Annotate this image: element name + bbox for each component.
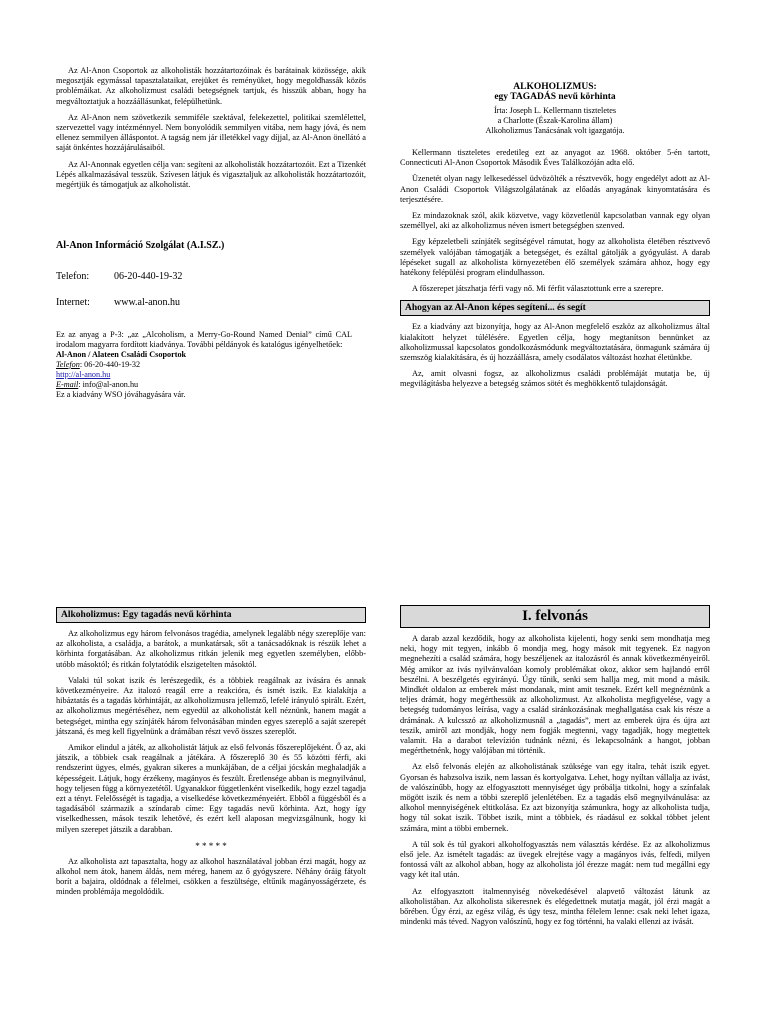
intro-paragraph-3: Az Al-Anonnak egyetlen célja van: segíteni az alkoholisták hozzátartozóit. Ezt a Tizenkét Lépés alkalmazásával tesszük. Szívesen látjuk és vigasztaljuk az alkoholisták hozzátartozóit, megértjük és támogatjuk az alkoholistát. <box>56 159 366 190</box>
carousel-paragraph-1: Az alkoholizmus egy három felvonásos tragédia, amelynek legalább négy szereplője van: az alkoholista, a családja, a barátok, a munkatársak, sőt a tanácsadóknak is részük lehet a körhinta forgatásában. Az alkoholizmus ritkán jelenik meg egyetlen személyben, előbb-utóbb másoktól; és ritkán folytatódik elszigetelten másoktól. <box>56 629 366 669</box>
internet-label: Internet: <box>56 297 90 309</box>
carousel-paragraph-3: Amikor elindul a játék, az alkoholistát látjuk az első felvonás főszereplőjeként. Ő az, aki játszik, a többiek csak reagálnak a játékára. A főszereplő 30 és 55 közötti férfi, aki rendszerint ügyes, elmés, gyakran sikeres a munkájában, de a céljai jócskán meghaladják a képességeit. Látjuk, hogy érzékeny, magányos és feszült. Éretlensége abban is megnyilvánul, hogy teljesen függ a környezetétől. Ugyanakkor függetlenként viselkedik, hogy ezzel tagadja ezt a tényt. Felelősségét is tagadja, a viselkedése következményeiért. Ebből a függésből és a tagadásából származik a színdarab címe: Egy tagadás nevű körhinta. Azt, hogy így viselkedhessen, mások teszik lehetővé, és ezért kell alaposan megvizsgálnunk, hogy ki milyen szerepet játszik a darabban. <box>56 743 366 834</box>
right-paragraph-1: Kellermann tiszteletes eredetileg ezt az anyagot az 1968. október 5-én tartott, Connecticuti Al-Anon Csoportok Második Éves Találkozóján adta elő. <box>400 148 710 168</box>
org-email-label: E-mail <box>56 380 79 390</box>
act-one-paragraph-3: A túl sok és túl gyakori alkoholfogyasztás nem választás kérdése. Ez az alkoholizmus első jele. Az ismételt tagadás: az üvegek elrejtése vagy a magányos ivás, felfedi, milyen fontossá vált az alkohol abban, hogy az alkoholista jól érezze magát: nem tud megállni egy vagy két ital után. <box>400 839 710 880</box>
info-service-title: Al-Anon Információ Szolgálat (A.I.SZ.) <box>56 240 225 252</box>
bottom-right-column <box>400 605 710 933</box>
publication-note: Ez az anyag a P-3: „az „Alcoholism, a Merry-Go-Round Named Denial” című CAL irodalom magyarra fordított kiadványa. További példányok és katalógus igényelhetőek: <box>56 330 352 350</box>
document-title: ALKOHOLIZMUS: <box>513 82 597 92</box>
author-line-2: a Charlotte (Észak-Karolina állam) <box>497 116 613 125</box>
act-one-heading: I. felvonás <box>400 605 710 628</box>
carousel-paragraph-4: Az alkoholista azt tapasztalta, hogy az alkohol használatával jobban érzi magát, hogy az alkohol nem átok, hanem áldás, nem méreg, hanem az ő gyógyszere. Néhány óráig fátyolt borít a bajaira, oldódnak a félelmei, csökken a feszültsége, eltűnik magányosságérzete, és minden problémája megoldódik. <box>56 856 366 897</box>
right-paragraph-5: A főszerepet játszhatja férfi vagy nő. Mi férfit választottunk erre a szerepre. <box>412 284 664 294</box>
author-line-1: Írta: Joseph L. Kellermann tiszteletes <box>493 106 617 115</box>
phone-row <box>56 271 366 282</box>
publication-note-block <box>56 330 352 400</box>
intro-paragraph-2: Az Al-Anon nem szövetkezik semmiféle szektával, felekezettel, politikai szemlélettel, szervezettel vagy intézménnyel. Nem bonyolódik semmilyen vitába, nem hagy jóvá, és nem ellenez semmilyen álláspontot. A tagság nem jár illetékkel vagy díjjal, az Al-Anon önellátó a saját önkéntes hozzájárulásaiból. <box>56 112 366 153</box>
top-right-column <box>400 82 710 396</box>
phone-label: Telefon: <box>56 271 90 283</box>
section-separator: * * * * * <box>195 840 227 851</box>
right-paragraph-3: Ez mindazoknak szól, akik közvetve, vagy közvetlenül kapcsolatban vannak egy olyan személlyel, aki az alkoholizmus néven ismert betegségben szenved. <box>400 211 710 231</box>
org-url[interactable]: http://al-anon.hu <box>56 370 111 380</box>
right-paragraph-2: Üzenetét olyan nagy lelkesedéssel üdvözölték a résztvevők, hogy engedélyt adott az Al-Anon Családi Csoportok Világszolgálatának az előadás anyagának kinyomtatására és terjesztésére. <box>400 174 710 204</box>
org-email-value: : info@al-anon.hu <box>78 380 139 390</box>
org-phone-label: Telefon <box>56 360 80 370</box>
act-one-paragraph-1: A darab azzal kezdődik, hogy az alkoholista kijelenti, hogy senki sem mondhatja meg neki, hogy mit tegyen, inkább ő mondja meg, hogy mások mit tegyenek. Ez nagyon megnehezíti a család számára, hogy beszéljenek az italozásról és annak következményeiről. Még amikor az ivás nyilvánvalóan komoly problémákat okoz, akkor sem hajlandó erről beszélni. A beszélgetés egyirányú. Úgy tűnik, senki sem hallja meg, mit mond a másik. Mindkét oldalon az emberek mást mondanak, mint amit tesznek. Ezért kell megnéznünk a teljes drámát, hogy megérthessük az alkoholizmust. Az alkoholista megfigyelése, vagy a betegség tudományos leírása, vagy a család siránkozásának meghallgatása csak kis része a drámának. A kulcsszó az alkoholizmusnál a „tagadás”, mert az emberek újra és újra azt teszik, amiről azt mondják, hogy nem fogják megtenni, vagy tagadják, hogy megtettek valamit. Ha a darabot televízión tudnánk nézni, és lekapcsolnánk a hangot, jobban megérthetnénk, hogy valójában mi történik. <box>400 634 710 756</box>
top-left-column <box>56 66 366 400</box>
org-name: Al-Anon / Alateen Családi Csoportok <box>56 350 187 360</box>
carousel-paragraph-2: Valaki túl sokat iszik és lerészegedik, és a többiek reagálnak az ivására és annak következményeire. Az italozó reagál erre a reakcióra, és ismét iszik. Ez kialakítja a hibáztatás és a tagadás körhintáját, az alkoholizmusra jellemző, lefelé irányuló spirált. Ezért, az alkoholizmus megértéséhez, nem egyedül az alkoholistát kell néznünk, hanem magát a betegséget, mintha egy színjáték három felvonásában minden egyes szereplő a saját szerepét játszaná, és meg kell figyelnünk a drámában részt vevő összes szereplőt. <box>56 675 366 736</box>
document-subtitle: egy TAGADÁS nevű körhinta <box>494 92 616 102</box>
right-paragraph-4: Egy képzeletbeli színjáték segítségével rámutat, hogy az alkoholista életében résztvevő személyek valójában támogatják a betegséget, és ezáltal gátolják a gyógyulást. A darab lépéseket sugall az alkoholista környezetében élő személyek számára ahhoz, hogy egy hatékony felépülési program elindulhasson. <box>400 237 710 278</box>
right-paragraph-7: Az, amit olvasni fogsz, az alkoholizmus családi problémáját mutatja be, új megvilágításba helyezve a betegség számos sötét és meghökkentő tulajdonságát. <box>400 369 710 389</box>
help-section-heading: Ahogyan az Al-Anon képes segíteni... és segít <box>400 300 710 316</box>
internet-value: www.al-anon.hu <box>114 297 181 309</box>
org-phone <box>56 360 352 370</box>
intro-paragraph-1: Az Al-Anon Csoportok az alkoholisták hozzátartozóinak és barátainak közössége, akik megosztják egymással tapasztalataikat, erejüket és reményüket, hogy megoldhassák közös problémáikat. Az alkoholizmust családi betegségnek tartjuk, és hisszük abban, hogy ha megváltoztatjuk a hozzáállásunkat, felépülhetünk. <box>56 66 366 106</box>
act-one-paragraph-2: Az első felvonás elején az alkoholistának szüksége van egy italra, tehát iszik egyet. Gyorsan és habzsolva iszik, nem lassan és kortyolgatva. Lehet, hogy nyíltan vállalja az ivást, de valószínűbb, hogy az elfogyasztott mennyiséget úgy próbálja titkolni, hogy a színfalak mögött iszik és nem a többi szereplő jelenlétében. Ez a tagadás első megnyilvánulása: az alkohol mennyiségének eltitkolása. Ez azt bizonyítja számunkra, hogy az alkoholista tudja, hogy túl sokat iszik. Többet iszik, mint a többiek, és ráadásul ez sokkal többet jelent számára, mint a többi embernek. <box>400 762 710 833</box>
right-paragraph-6: Ez a kiadvány azt bizonyítja, hogy az Al-Anon megfelelő eszköz az alkoholizmus által kialakított helyzet túlélésére. Egyetlen célja, hogy megtanítson bennünket az alkoholizmussal kapcsolatos gondolkozásmódunk megváltoztatására, önmagunk számára új szemszög kialakítására, és új hozzáállásra, amely csodálatos változást hozhat életünkbe. <box>400 322 710 363</box>
approval-note: Ez a kiadvány WSO jóváhagyására vár. <box>56 390 186 400</box>
bottom-left-column <box>56 607 366 904</box>
carousel-section-heading: Alkoholizmus: Egy tagadás nevű körhinta <box>56 607 366 623</box>
phone-value: 06-20-440-19-32 <box>114 271 183 283</box>
org-email <box>56 380 352 390</box>
author-line-3: Alkoholizmus Tanácsának volt igazgatója. <box>485 126 625 135</box>
internet-row <box>56 297 366 308</box>
act-one-paragraph-4: Az elfogyasztott italmennyiség növekedésével alapvető változást látunk az alkoholistában. Az alkoholista sikeresnek és elégedettnek mutatja magát, jól érzi magát a bőrében. Úgy érzi, az egész világ, és úgy tesz, mintha félelem lenne: csak neki lehet igaza, mindenki más téved. Nagyon valószínű, hogy ez fog történni, ha valaki ellenzi az ivását. <box>400 886 710 927</box>
org-phone-value: : 06-20-440-19-32 <box>79 360 141 370</box>
